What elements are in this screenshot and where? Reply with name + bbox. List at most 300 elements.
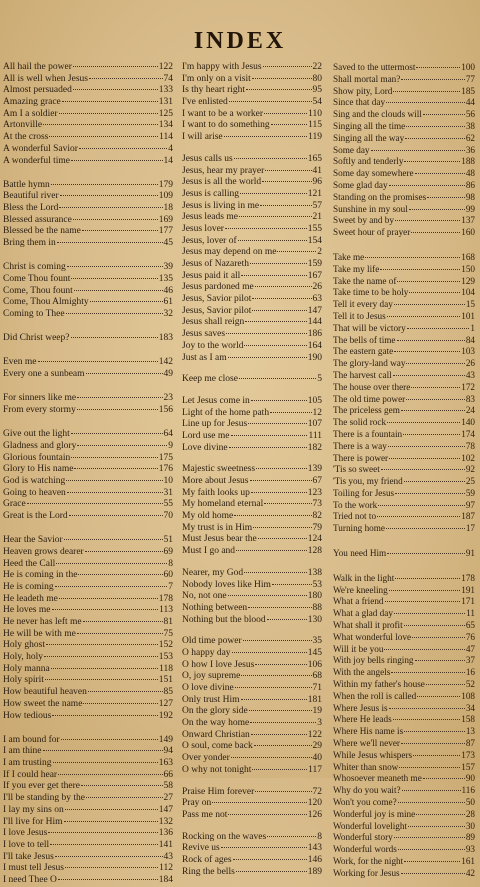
entry-page-number: 164 bbox=[307, 340, 322, 351]
dot-leader bbox=[234, 156, 307, 159]
entry-title: Jesus, Savior pilot bbox=[182, 305, 252, 316]
entry-title: Where His name is bbox=[333, 726, 404, 737]
entry-title: Pass me not bbox=[182, 809, 228, 820]
index-entry bbox=[333, 417, 475, 429]
entry-title: Jesus is all the world bbox=[182, 177, 262, 188]
dot-leader bbox=[83, 701, 157, 704]
entry-page-number: 46 bbox=[163, 285, 173, 296]
index-entry bbox=[3, 652, 173, 664]
entry-page-number: 154 bbox=[307, 235, 322, 246]
entry-title: Standing on the promises bbox=[333, 191, 427, 202]
entry-page-number: 187 bbox=[461, 511, 475, 522]
entry-page-number: 18 bbox=[163, 203, 173, 214]
entry-page-number: 44 bbox=[465, 97, 475, 108]
entry-page-number: 136 bbox=[158, 828, 173, 839]
index-entry bbox=[333, 204, 475, 216]
dot-leader bbox=[404, 623, 465, 626]
dot-leader bbox=[401, 871, 465, 874]
entry-title: Take my life bbox=[333, 263, 380, 274]
entry-title: Will it be you bbox=[333, 643, 384, 654]
entry-page-number: 73 bbox=[312, 499, 322, 510]
dot-leader bbox=[81, 783, 162, 786]
dot-leader bbox=[233, 857, 307, 860]
entry-title: Walk in the light bbox=[333, 572, 395, 583]
entry-title: Holy manna bbox=[3, 663, 50, 674]
entry-title: I'm happy with Jesus bbox=[182, 62, 262, 72]
dot-leader bbox=[59, 205, 162, 208]
entry-title: Only trust Him bbox=[182, 694, 240, 705]
index-entry bbox=[333, 620, 475, 632]
index-entry bbox=[333, 346, 475, 358]
dot-leader bbox=[241, 697, 307, 700]
dot-leader bbox=[427, 195, 465, 198]
entry-page-number: 119 bbox=[308, 132, 322, 143]
index-entry bbox=[333, 121, 475, 133]
dot-leader bbox=[252, 296, 311, 299]
dot-leader bbox=[253, 525, 311, 528]
entry-page-number: 32 bbox=[163, 309, 173, 320]
index-entry bbox=[3, 286, 173, 298]
entry-title: God is watching bbox=[3, 475, 66, 486]
index-entry bbox=[3, 476, 173, 488]
entry-title: The eastern gate bbox=[333, 346, 394, 357]
index-entry bbox=[182, 695, 322, 707]
dot-leader bbox=[240, 191, 307, 194]
entry-title: Jesus pardoned me bbox=[182, 282, 254, 293]
index-entry bbox=[3, 262, 173, 274]
entry-page-number: 117 bbox=[308, 764, 322, 775]
index-entry bbox=[333, 844, 475, 856]
dot-leader bbox=[71, 335, 158, 338]
index-entry bbox=[3, 453, 173, 465]
index-entry bbox=[3, 309, 173, 321]
entry-page-number: 155 bbox=[307, 223, 322, 234]
entry-page-number: 169 bbox=[158, 214, 173, 225]
entry-title: Hear the Savior bbox=[3, 535, 63, 546]
entry-page-number: 172 bbox=[461, 381, 475, 392]
index-entry bbox=[3, 863, 173, 875]
entry-page-number: 174 bbox=[461, 428, 475, 439]
index-entry bbox=[182, 580, 322, 592]
entry-page-number: 115 bbox=[308, 120, 322, 131]
dot-leader bbox=[243, 638, 312, 641]
index-entry bbox=[3, 120, 173, 132]
dot-leader bbox=[73, 64, 158, 67]
entry-page-number: 57 bbox=[312, 200, 322, 211]
index-entry bbox=[182, 431, 322, 443]
index-entry bbox=[182, 271, 322, 283]
index-entry bbox=[182, 730, 322, 742]
entry-title: What a glad day bbox=[333, 608, 393, 619]
entry-title: I am trusting bbox=[3, 758, 52, 769]
dot-leader bbox=[66, 311, 163, 314]
dot-leader bbox=[426, 682, 465, 685]
entry-page-number: 95 bbox=[312, 85, 322, 96]
index-entry bbox=[182, 765, 322, 777]
dot-leader bbox=[394, 302, 465, 305]
index-entry bbox=[182, 636, 322, 648]
entry-title: Onward Christian bbox=[182, 729, 250, 740]
entry-title: Wonderful words bbox=[333, 844, 397, 855]
dot-leader bbox=[52, 607, 159, 610]
entry-title: Holy ghost bbox=[3, 640, 45, 651]
entry-title: I must tell Jesus bbox=[3, 863, 64, 874]
index-entry bbox=[182, 294, 322, 306]
dot-leader bbox=[228, 355, 307, 358]
index-entry bbox=[333, 370, 475, 382]
entry-title: He is coming in the bbox=[3, 570, 78, 581]
dot-leader bbox=[404, 729, 465, 732]
dot-leader bbox=[86, 795, 163, 798]
entry-page-number: 80 bbox=[312, 73, 322, 84]
dot-leader bbox=[232, 650, 307, 653]
index-entry bbox=[182, 74, 322, 86]
dot-leader bbox=[395, 491, 465, 494]
dot-leader bbox=[271, 122, 307, 125]
entry-page-number: 54 bbox=[312, 97, 322, 108]
dot-leader bbox=[255, 284, 312, 287]
entry-page-number: 21 bbox=[312, 212, 322, 223]
entry-page-number: 53 bbox=[312, 579, 322, 590]
index-entry bbox=[3, 805, 173, 817]
entry-title: He is coming bbox=[3, 581, 54, 592]
entry-title: I've enlisted bbox=[182, 97, 228, 108]
dot-leader bbox=[395, 576, 460, 579]
entry-title: The priceless gem bbox=[333, 405, 400, 416]
index-entry bbox=[182, 683, 322, 695]
entry-title: Give out the light bbox=[3, 429, 70, 440]
dot-leader bbox=[394, 835, 465, 838]
index-entry bbox=[333, 476, 475, 488]
entry-title: I'll live for Him bbox=[3, 816, 63, 827]
dot-leader bbox=[252, 308, 306, 311]
index-entry bbox=[3, 594, 173, 606]
entry-title: Come Thou fount bbox=[3, 274, 71, 284]
entry-title: Some day bbox=[333, 144, 370, 155]
entry-title: I want to be a worker bbox=[182, 108, 263, 119]
dot-leader bbox=[254, 743, 312, 746]
dot-leader bbox=[238, 238, 307, 241]
entry-title: Coming to Thee bbox=[3, 309, 65, 320]
entry-title: Jesus, hear my prayer bbox=[182, 165, 265, 176]
dot-leader bbox=[64, 819, 158, 822]
dot-leader bbox=[65, 807, 158, 810]
dot-leader bbox=[65, 865, 158, 868]
entry-title: Just as I am bbox=[182, 352, 227, 363]
index-entry bbox=[333, 335, 475, 347]
entry-page-number: 14 bbox=[163, 155, 173, 166]
entry-page-number: 93 bbox=[465, 844, 475, 855]
index-entry bbox=[333, 323, 475, 335]
entry-title: Blessed be the name bbox=[3, 226, 81, 237]
entry-page-number: 19 bbox=[312, 706, 322, 717]
dot-leader bbox=[404, 859, 460, 862]
dot-leader bbox=[255, 662, 306, 665]
entry-title: With joy bells ringing bbox=[333, 655, 414, 666]
index-entry bbox=[3, 699, 173, 711]
index-entry bbox=[333, 785, 475, 797]
index-entry bbox=[3, 405, 173, 417]
dot-leader bbox=[73, 217, 158, 220]
entry-title: He leadeth me bbox=[3, 593, 58, 604]
dot-leader bbox=[409, 207, 465, 210]
index-entry bbox=[333, 596, 475, 608]
index-entry bbox=[3, 180, 173, 192]
entry-title: From every stormy bbox=[3, 405, 76, 415]
dot-leader bbox=[403, 432, 460, 435]
entry-title: Tried not to bbox=[333, 511, 377, 522]
entry-page-number: 120 bbox=[307, 798, 322, 809]
entry-page-number: 149 bbox=[158, 734, 173, 745]
entry-page-number: 59 bbox=[465, 487, 475, 498]
dot-leader bbox=[387, 420, 460, 423]
entry-title: Some day somewhere bbox=[333, 168, 414, 179]
index-entry bbox=[333, 86, 475, 98]
index-entry bbox=[182, 753, 322, 765]
entry-title: On the way home bbox=[182, 718, 250, 729]
index-entry bbox=[333, 382, 475, 394]
dot-leader bbox=[50, 842, 158, 845]
index-entry bbox=[182, 867, 322, 879]
index-entry bbox=[333, 821, 475, 833]
entry-page-number: 112 bbox=[159, 863, 173, 874]
entry-page-number: 99 bbox=[465, 203, 475, 214]
index-entry bbox=[182, 247, 322, 259]
index-entry bbox=[333, 192, 475, 204]
entry-title: Where He leads bbox=[333, 714, 392, 725]
entry-page-number: 147 bbox=[307, 305, 322, 316]
dot-leader bbox=[74, 288, 163, 291]
entry-page-number: 49 bbox=[163, 369, 173, 380]
entry-page-number: 55 bbox=[163, 499, 173, 510]
index-entry bbox=[182, 329, 322, 341]
entry-title: How beautiful heaven bbox=[3, 687, 87, 698]
entry-page-number: 192 bbox=[158, 710, 173, 721]
index-entry bbox=[3, 441, 173, 453]
index-entry bbox=[182, 787, 322, 799]
entry-page-number: 87 bbox=[465, 738, 475, 749]
index-entry bbox=[182, 236, 322, 248]
index-entry bbox=[3, 746, 173, 758]
index-entry bbox=[182, 353, 322, 365]
entry-title: All hail the power bbox=[3, 62, 72, 72]
index-entry bbox=[182, 109, 322, 121]
entry-page-number: 8 bbox=[168, 558, 173, 569]
dot-leader bbox=[394, 349, 460, 352]
entry-page-number: 24 bbox=[465, 405, 475, 416]
entry-page-number: 88 bbox=[312, 602, 322, 613]
index-entry bbox=[182, 259, 322, 271]
entry-page-number: 66 bbox=[163, 769, 173, 780]
dot-leader bbox=[231, 433, 308, 436]
entry-page-number: 157 bbox=[461, 761, 475, 772]
entry-title: O love divine bbox=[182, 683, 234, 693]
entry-page-number: 4 bbox=[168, 143, 173, 154]
entry-page-number: 163 bbox=[158, 758, 173, 769]
dot-leader bbox=[228, 812, 306, 815]
dot-leader bbox=[71, 455, 157, 458]
dot-leader bbox=[260, 203, 311, 206]
dot-leader bbox=[250, 478, 312, 481]
dot-leader bbox=[397, 279, 460, 282]
entry-page-number: 143 bbox=[307, 843, 322, 854]
entry-title: Gladness and glory bbox=[3, 440, 77, 451]
dot-leader bbox=[399, 765, 460, 768]
entry-title: 'Tis you, my friend bbox=[333, 476, 403, 487]
entry-title: O happy day bbox=[182, 647, 231, 658]
entry-title: Nothing but the blood bbox=[182, 614, 266, 625]
entry-title: Heed the Call bbox=[3, 558, 56, 569]
entry-page-number: 11 bbox=[466, 608, 475, 619]
dot-leader bbox=[71, 276, 157, 279]
index-entry bbox=[3, 875, 173, 887]
index-entry bbox=[182, 855, 322, 867]
entry-page-number: 43 bbox=[163, 851, 173, 862]
dot-leader bbox=[61, 737, 158, 740]
entry-title: While Jesus whispers bbox=[333, 749, 413, 760]
entry-page-number: 37 bbox=[465, 655, 475, 666]
entry-title: Some glad day bbox=[333, 179, 388, 190]
dot-leader bbox=[212, 800, 306, 803]
entry-page-number: 165 bbox=[307, 153, 322, 164]
entry-page-number: 77 bbox=[465, 73, 475, 84]
entry-title: Sing and the clouds will bbox=[333, 109, 422, 120]
dot-leader bbox=[378, 503, 465, 506]
dot-leader bbox=[389, 588, 460, 591]
entry-page-number: 29 bbox=[312, 741, 322, 752]
dot-leader bbox=[256, 466, 307, 469]
entry-title: Working for Jesus bbox=[333, 867, 400, 878]
entry-title: 'Tis so sweet bbox=[333, 464, 380, 475]
entry-page-number: 52 bbox=[465, 679, 475, 690]
entry-title: Toiling for Jesus bbox=[333, 487, 395, 498]
index-entry bbox=[3, 828, 173, 840]
dot-leader bbox=[79, 146, 167, 149]
entry-page-number: 122 bbox=[158, 62, 173, 72]
index-entry bbox=[333, 168, 475, 180]
entry-page-number: 50 bbox=[465, 797, 475, 808]
entry-page-number: 91 bbox=[465, 548, 475, 559]
index-entry bbox=[333, 644, 475, 656]
entry-page-number: 28 bbox=[465, 808, 475, 819]
index-entry bbox=[3, 675, 173, 687]
entry-title: Old time power bbox=[182, 636, 242, 647]
index-entry bbox=[182, 499, 322, 511]
dot-leader bbox=[401, 408, 465, 411]
index-entry bbox=[333, 227, 475, 239]
dot-leader bbox=[384, 647, 464, 650]
index-entry bbox=[182, 648, 322, 660]
entry-page-number: 181 bbox=[307, 694, 322, 705]
dot-leader bbox=[417, 694, 460, 697]
index-entry bbox=[3, 511, 173, 523]
entry-title: Is thy heart right bbox=[182, 85, 246, 96]
entry-title: My old home bbox=[182, 511, 234, 522]
dot-leader bbox=[45, 677, 158, 680]
entry-page-number: 135 bbox=[158, 274, 173, 284]
entry-page-number: 159 bbox=[307, 259, 322, 269]
entry-title: Nearer, my God bbox=[182, 567, 244, 578]
index-entry bbox=[182, 568, 322, 580]
index-entry bbox=[182, 660, 322, 672]
index-entry bbox=[333, 74, 475, 86]
entry-page-number: 103 bbox=[461, 346, 475, 357]
entry-title: For sinners like me bbox=[3, 393, 77, 404]
dot-leader bbox=[393, 717, 461, 720]
dot-leader bbox=[58, 877, 158, 880]
dot-leader bbox=[264, 501, 311, 504]
entry-title: Revive us bbox=[182, 843, 220, 854]
index-entry bbox=[3, 215, 173, 227]
entry-title: Almost persuaded bbox=[3, 85, 72, 96]
dot-leader bbox=[381, 467, 465, 470]
dot-leader bbox=[236, 869, 307, 872]
entry-title: Sweet hour of prayer bbox=[333, 227, 411, 238]
dot-leader bbox=[239, 214, 312, 217]
entry-page-number: 72 bbox=[312, 786, 322, 797]
entry-title: I love to tell bbox=[3, 839, 50, 850]
entry-page-number: 22 bbox=[312, 62, 322, 72]
index-entry bbox=[3, 617, 173, 629]
dot-leader bbox=[252, 76, 312, 79]
entry-title: Take the name of bbox=[333, 275, 397, 286]
entry-page-number: 116 bbox=[461, 785, 475, 796]
dot-leader bbox=[401, 77, 464, 80]
entry-title: A wonderful Savior bbox=[3, 143, 78, 154]
entry-title: My homeland eternal bbox=[182, 499, 264, 510]
entry-title: Within my father's house bbox=[333, 679, 425, 690]
entry-title: Come, Thou Almighty bbox=[3, 297, 89, 308]
entry-page-number: 90 bbox=[465, 773, 475, 784]
index-entry bbox=[3, 191, 173, 203]
dot-leader bbox=[57, 240, 163, 243]
entry-title: Bless the Lord bbox=[3, 203, 59, 214]
dot-leader bbox=[423, 112, 465, 115]
entry-page-number: 85 bbox=[163, 687, 173, 698]
entry-title: Love divine bbox=[182, 442, 228, 453]
index-entry bbox=[3, 535, 173, 547]
entry-page-number: 40 bbox=[312, 753, 322, 764]
dot-leader bbox=[263, 64, 312, 67]
entry-title: All is well when Jesus bbox=[3, 73, 88, 84]
entry-page-number: 188 bbox=[461, 156, 475, 167]
dot-leader bbox=[394, 611, 465, 614]
index-entry bbox=[333, 145, 475, 157]
dot-leader bbox=[387, 314, 461, 317]
entry-title: Softly and tenderly bbox=[333, 156, 404, 167]
entry-page-number: 3 bbox=[317, 718, 322, 729]
dot-leader bbox=[406, 124, 465, 127]
entry-title: When the roll is called bbox=[333, 690, 417, 701]
entry-title: Wonderful lovelight bbox=[333, 820, 408, 831]
entry-title: Take time to be holy bbox=[333, 287, 409, 298]
index-entry bbox=[182, 534, 322, 546]
entry-page-number: 160 bbox=[461, 227, 475, 238]
dot-leader bbox=[258, 536, 307, 539]
index-entry bbox=[333, 252, 475, 264]
index-entry bbox=[333, 585, 475, 597]
entry-title: There is a way bbox=[333, 440, 387, 451]
entry-title: I'll take Jesus bbox=[3, 851, 54, 862]
entry-page-number: 137 bbox=[461, 215, 475, 226]
entry-title: Beautiful river bbox=[3, 191, 59, 202]
entry-title: What wonderful love bbox=[333, 631, 412, 642]
index-entry bbox=[333, 608, 475, 620]
dot-leader bbox=[272, 582, 312, 585]
entry-page-number: 76 bbox=[465, 631, 475, 642]
entry-page-number: 35 bbox=[312, 636, 322, 647]
entry-title: Even me bbox=[3, 357, 37, 368]
